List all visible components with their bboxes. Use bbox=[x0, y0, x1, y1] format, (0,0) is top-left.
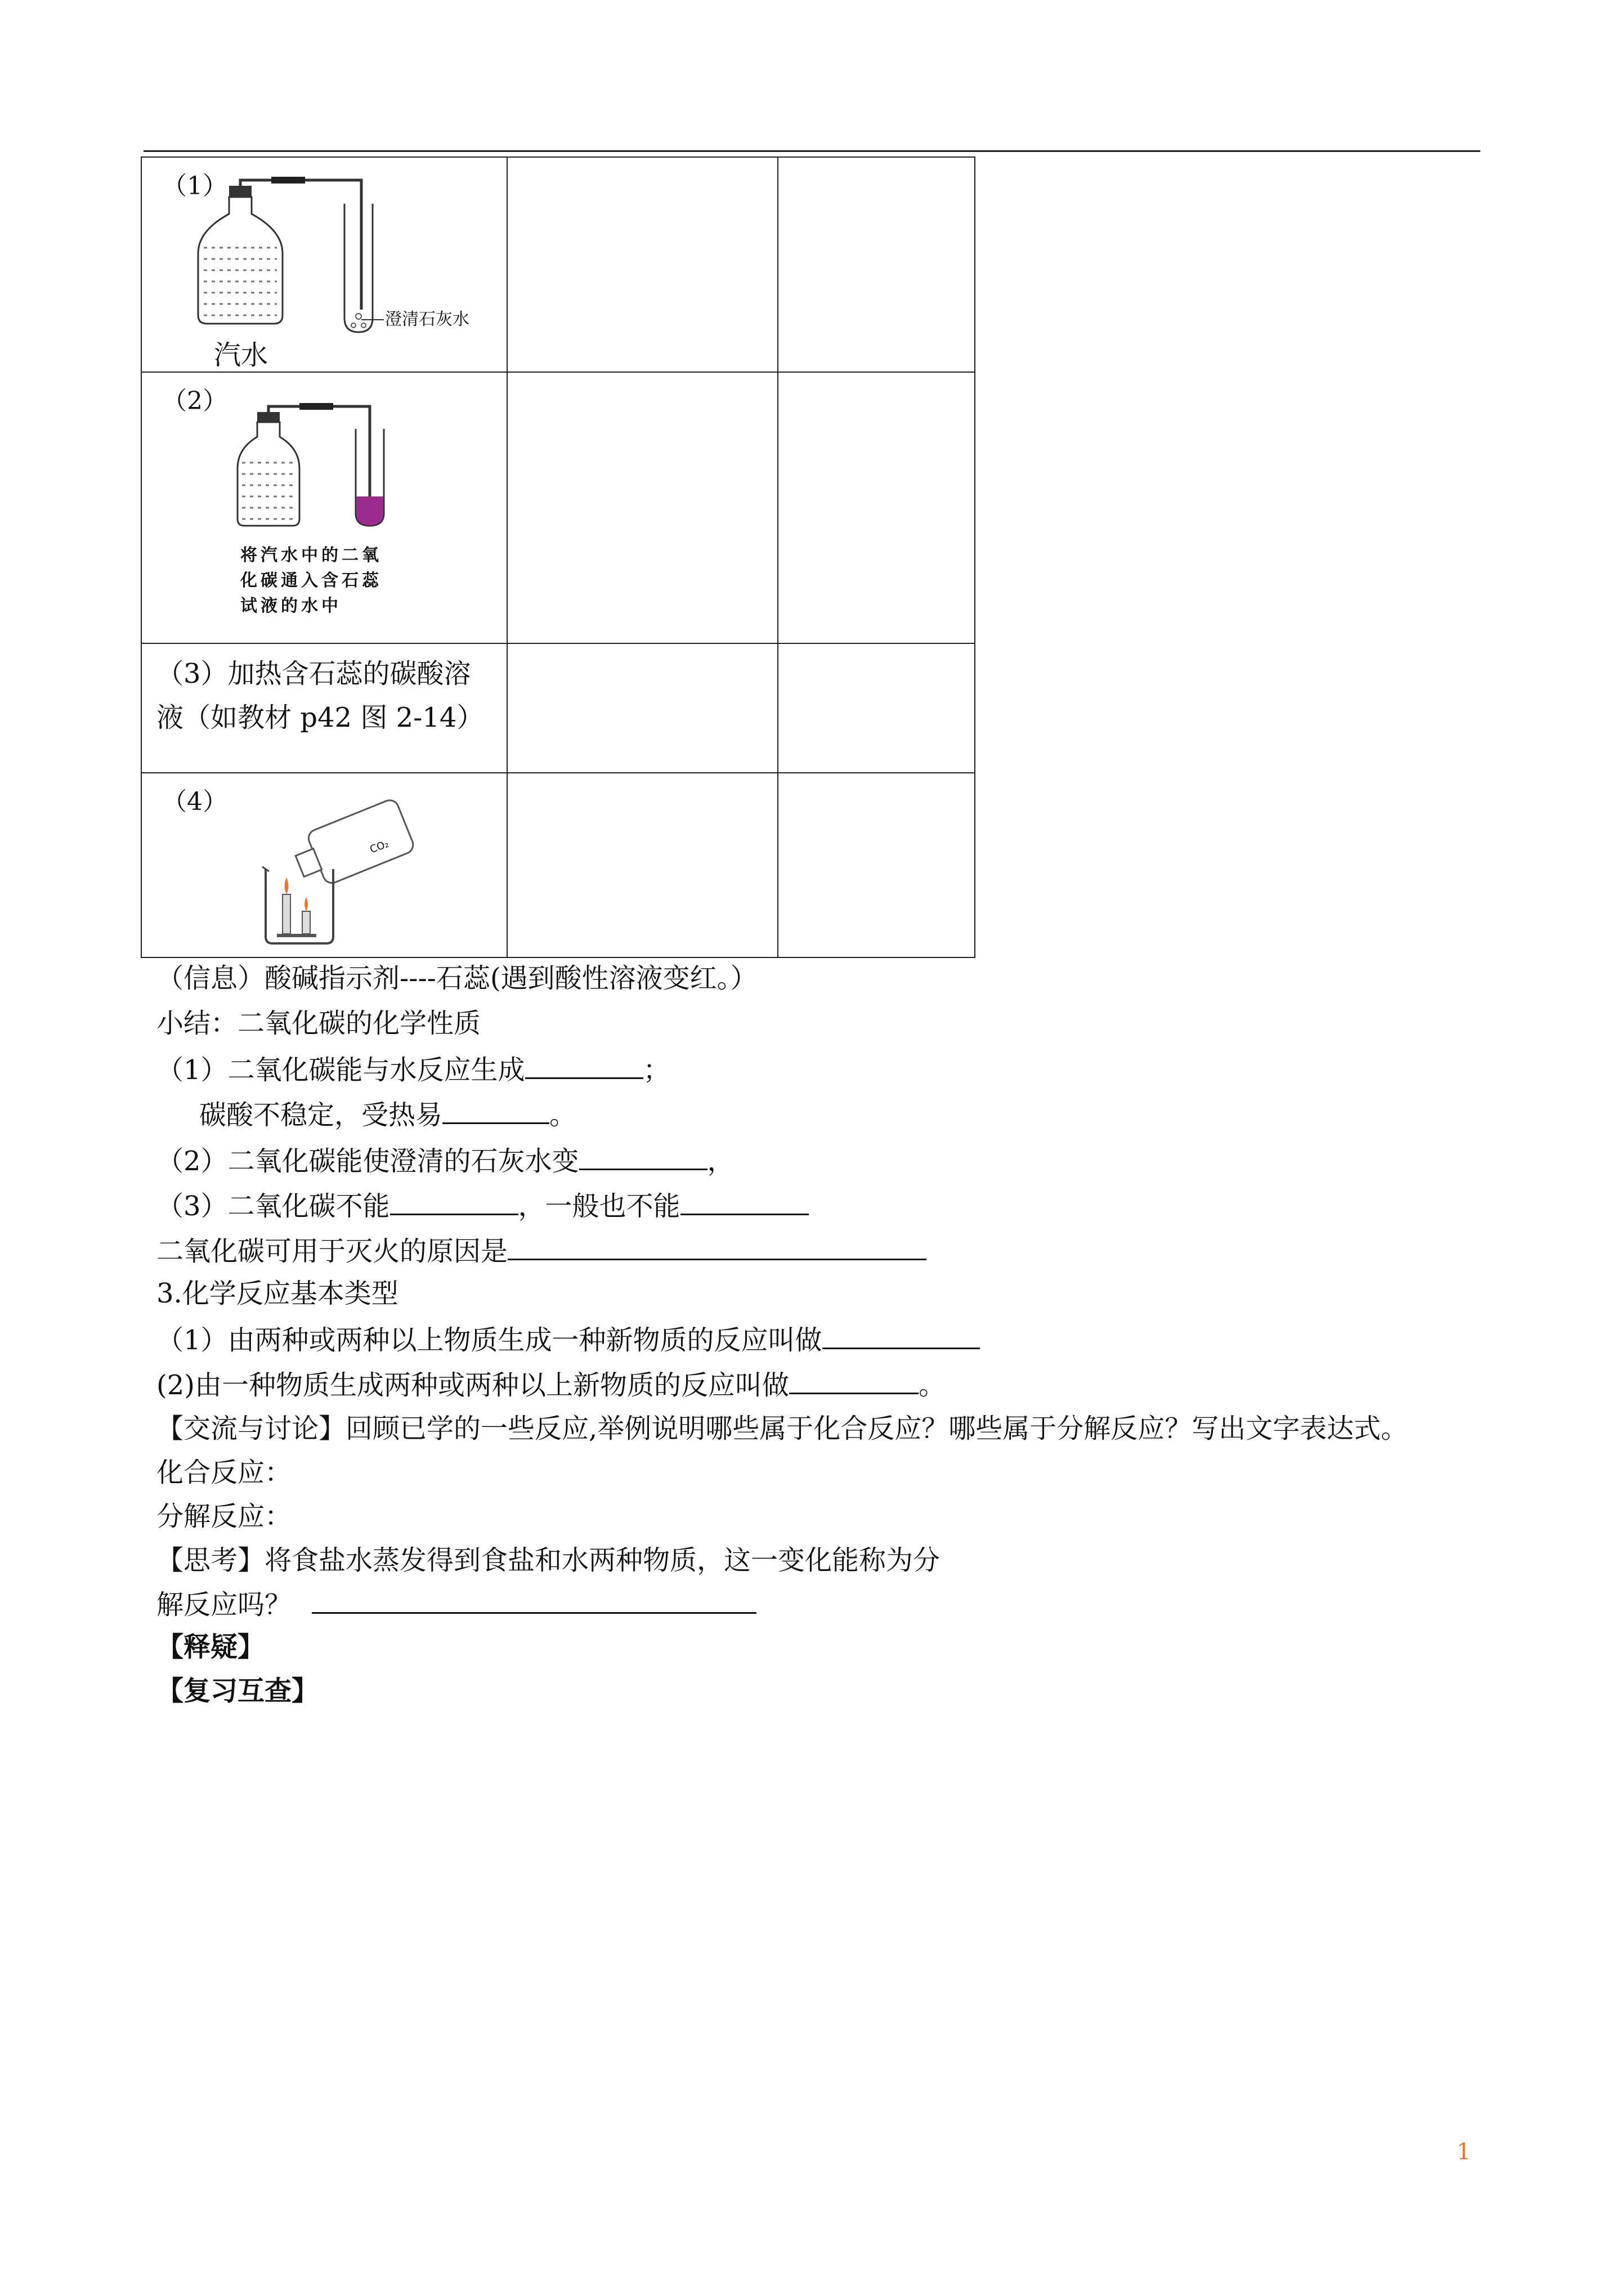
summary-item-1a bbox=[156, 1054, 670, 1085]
observation-cell-1[interactable] bbox=[507, 157, 778, 372]
caption-line: 试液的水中 bbox=[240, 596, 342, 616]
fire-question bbox=[156, 1235, 926, 1266]
answer-blank[interactable] bbox=[525, 1054, 643, 1079]
text: ； bbox=[643, 1054, 670, 1086]
think-line-2 bbox=[156, 1588, 756, 1619]
conclusion-cell-2[interactable] bbox=[778, 372, 975, 643]
answer-blank[interactable] bbox=[442, 1099, 549, 1124]
answer-blank[interactable] bbox=[822, 1324, 980, 1349]
text: （2）二氧化碳能使澄清的石灰水变 bbox=[156, 1145, 579, 1177]
row-label: （4） bbox=[162, 787, 227, 816]
answer-blank[interactable] bbox=[390, 1190, 518, 1215]
section-3-title: 3.化学反应基本类型 bbox=[156, 1278, 398, 1309]
table-row bbox=[141, 372, 975, 643]
text: 碳酸不稳定，受热易 bbox=[199, 1099, 443, 1131]
text: (2)由一种物质生成两种或两种以上新物质的反应叫做 bbox=[156, 1369, 789, 1401]
caption-line: 将汽水中的二氧 bbox=[240, 545, 382, 565]
text: （3）二氧化碳不能 bbox=[156, 1190, 390, 1222]
experiment-table bbox=[141, 156, 975, 958]
observation-cell-3[interactable] bbox=[507, 643, 778, 773]
row-label: （2） bbox=[162, 387, 227, 415]
combination-reaction-label: 化合反应： bbox=[156, 1457, 292, 1488]
text: ， bbox=[707, 1145, 735, 1177]
reaction-type-2 bbox=[156, 1369, 946, 1400]
text: （1）由两种或两种以上物质生成一种新物质的反应叫做 bbox=[156, 1324, 822, 1356]
info-line: （信息）酸碱指示剂----石蕊(遇到酸性溶液变红。） bbox=[156, 963, 758, 994]
limewater-label: 澄清石灰水 bbox=[385, 310, 469, 329]
text: 二氧化碳可用于灭火的原因是 bbox=[156, 1236, 508, 1267]
answer-blank[interactable] bbox=[789, 1369, 919, 1394]
row-label: （1） bbox=[162, 172, 227, 200]
text: 解反应吗？ bbox=[156, 1589, 292, 1621]
observation-cell-2[interactable] bbox=[507, 372, 778, 643]
experiment-cell-2 bbox=[141, 372, 507, 643]
co2-bottle-label: CO₂ bbox=[368, 838, 391, 856]
observation-cell-4[interactable] bbox=[507, 773, 778, 957]
experiment-cell-4 bbox=[141, 773, 507, 957]
summary-item-3 bbox=[156, 1190, 809, 1221]
answer-blank[interactable] bbox=[579, 1145, 707, 1170]
header-rule bbox=[144, 150, 1480, 152]
soda-litmus-apparatus-icon bbox=[232, 395, 435, 530]
litmus-caption bbox=[240, 543, 382, 619]
answer-blank[interactable] bbox=[508, 1235, 926, 1260]
conclusion-cell-3[interactable] bbox=[778, 643, 975, 773]
co2-candle-apparatus-icon bbox=[249, 796, 440, 948]
answer-blank[interactable] bbox=[312, 1588, 756, 1614]
page-number: 1 bbox=[1457, 2139, 1471, 2165]
soda-caption: 汽水 bbox=[214, 339, 268, 371]
reaction-type-1 bbox=[156, 1324, 980, 1355]
think-line-1: 【思考】将食盐水蒸发得到食盐和水两种物质，这一变化能称为分 bbox=[156, 1545, 941, 1576]
conclusion-cell-1[interactable] bbox=[778, 157, 975, 372]
experiment-cell-3 bbox=[141, 643, 507, 773]
caption-line: 化碳通入含石蕊 bbox=[240, 571, 382, 590]
release-heading: 【释疑】 bbox=[156, 1631, 265, 1663]
row-label: （3）加热含石蕊的碳酸溶液（如教材 p42 图 2-14） bbox=[156, 658, 484, 733]
answer-blank[interactable] bbox=[680, 1190, 809, 1215]
table-row bbox=[141, 157, 975, 372]
experiment-cell-1 bbox=[141, 157, 507, 372]
discussion-line: 【交流与讨论】回顾已学的一些反应,举例说明哪些属于化合反应？哪些属于分解反应？写出文字表达式。 bbox=[156, 1413, 1408, 1444]
table-row bbox=[141, 773, 975, 957]
table-row bbox=[141, 643, 975, 773]
text: ，一般也不能 bbox=[518, 1190, 680, 1222]
review-heading: 【复习互查】 bbox=[156, 1675, 319, 1707]
decomposition-reaction-label: 分解反应： bbox=[156, 1501, 292, 1532]
conclusion-cell-4[interactable] bbox=[778, 773, 975, 957]
text: 。 bbox=[919, 1369, 946, 1401]
summary-item-2 bbox=[156, 1145, 735, 1176]
text: （1）二氧化碳能与水反应生成 bbox=[156, 1054, 525, 1086]
summary-title: 小结：二氧化碳的化学性质 bbox=[156, 1008, 481, 1039]
summary-item-1b bbox=[199, 1099, 576, 1130]
text: 。 bbox=[549, 1099, 577, 1131]
